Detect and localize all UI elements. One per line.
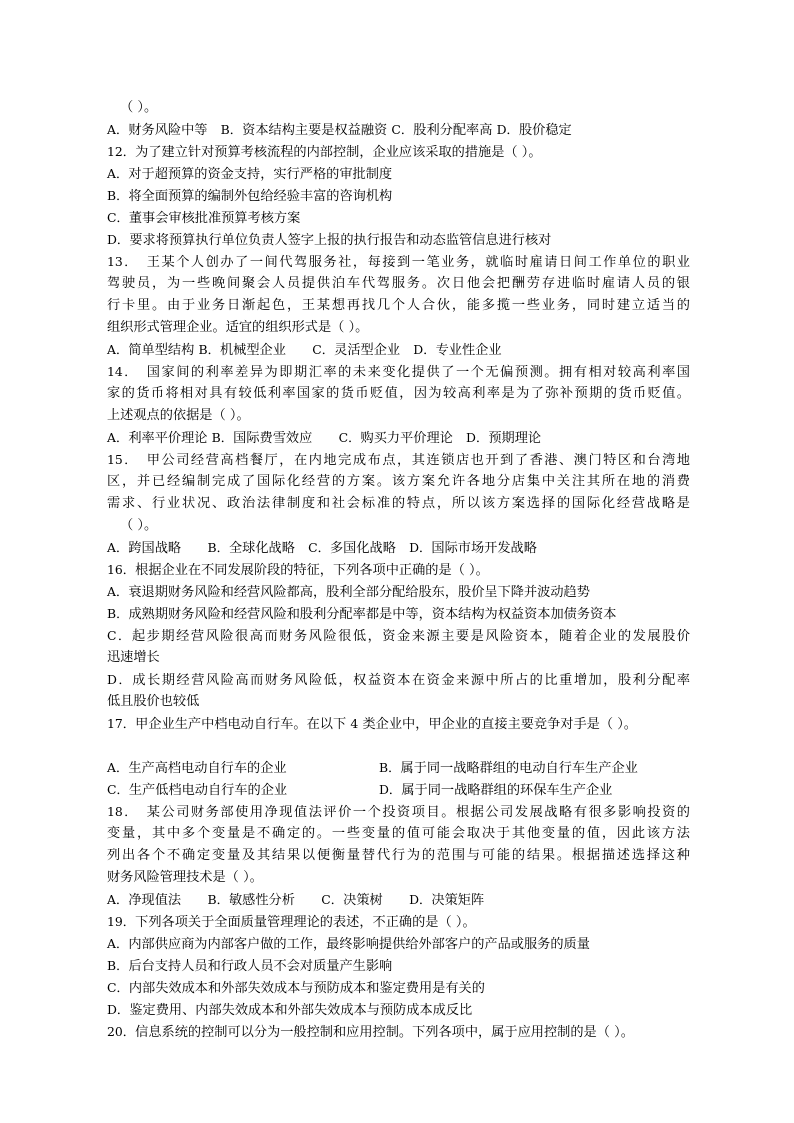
question-16-option-d-line-2: 低且股价也较低 (107, 694, 200, 709)
question-20-stem: 20．信息系统的控制可以分为一般控制和应用控制。下列各项中，属于应用控制的是（ ）。 (107, 1024, 634, 1040)
question-16-option-b: B．成熟期财务风险和经营风险和股利分配率都是中等，资本结构为权益资本加债务资本 (107, 606, 617, 622)
question-16-option-c-line-2: 迅速增长 (107, 650, 160, 665)
question-17-spacer (107, 735, 690, 757)
question-19-option-d: D．鉴定费用、内部失效成本和外部失效成本与预防成本成反比 (107, 1002, 473, 1018)
question-18-stem-line-1: 18． 某公司财务部使用净现值法评价一个投资项目。根据公司发展战略有很多影响投资的 (107, 804, 690, 820)
question-13-stem-line-1: 13． 王某个人创办了一间代驾服务社，每接到一笔业务，就临时雇请日间工作单位的职业 (107, 254, 690, 270)
question-15-stem-line-1: 15． 甲公司经营高档餐厅，在内地完成布点，其连锁店也开到了香港、澳门特区和台湾地 (107, 452, 690, 468)
question-11-stem-tail: （ ）。 (120, 100, 158, 115)
question-17-option-b: B．属于同一战略群组的电动自行车生产企业 (379, 760, 638, 776)
question-13-stem-line-2: 驾驶员，为一些晚间聚会人员提供泊车代驾服务。次日他会把酬劳存进临时雇请人员的银 (107, 276, 690, 291)
question-11-options: A．财务风险中等 B．资本结构主要是权益融资 C．股利分配率高 D．股价稳定 (107, 122, 572, 138)
question-15-stem-line-3: 需求、行业状况、政治法律制度和社会标准的特点，所以该方案选择的国际化经营战略是 (107, 496, 690, 511)
question-13-options: A．简单型结构 B．机械型企业 C．灵活型企业 D．专业性企业 (107, 342, 502, 358)
question-17-stem: 17．甲企业生产中档电动自行车。在以下 4 类企业中，甲企业的直接主要竞争对手是（ ）。 (107, 716, 637, 732)
question-17-option-a: A．生产高档电动自行车的企业 (107, 760, 287, 776)
question-12-stem: 12．为了建立针对预算考核流程的内部控制，企业应该采取的措施是（ ）。 (107, 144, 542, 160)
question-16-option-a: A．衰退期财务风险和经营风险都高，股利全部分配给股东，股价呈下降并波动趋势 (107, 584, 590, 600)
question-14-stem-line-1: 14． 国家间的利率差异为即期汇率的未来变化提供了一个无偏预测。拥有相对较高利率国 (107, 364, 690, 380)
question-12-option-d: D．要求将预算执行单位负责人签字上报的执行报告和动态监管信息进行核对 (107, 232, 552, 248)
question-12-option-c: C．董事会审核批准预算考核方案 (107, 210, 301, 226)
question-14-options: A．利率平价理论 B．国际费雪效应 C．购买力平价理论 D．预期理论 (107, 430, 542, 446)
question-14-stem-line-2: 家的货币将相对具有较低利率国家的货币贬值，因为较高利率是为了弥补预期的货币贬值。 (107, 386, 690, 401)
question-15-options: A．跨国战略 B．全球化战略 C．多国化战略 D．国际市场开发战略 (107, 540, 537, 556)
question-12-option-a: A．对于超预算的资金支持，实行严格的审批制度 (107, 166, 393, 182)
question-19-option-b: B．后台支持人员和行政人员不会对质量产生影响 (107, 958, 393, 974)
question-17-options-row-2 (107, 779, 690, 801)
question-19-option-a: A．内部供应商为内部客户做的工作，最终影响提供给外部客户的产品或服务的质量 (107, 936, 590, 952)
question-15-stem-line-2: 区，并已经编制完成了国际化经营的方案。该方案允许各地分店集中关注其所在地的消费 (107, 474, 690, 489)
question-18-options: A．净现值法 B．敏感性分析 C．决策树 D．决策矩阵 (107, 892, 485, 908)
question-list (107, 97, 690, 1043)
question-14-stem-line-3: 上述观点的依据是（ ）。 (107, 408, 250, 423)
question-16-option-d-line-1: D．成长期经营风险高而财务风险低，权益资本在资金来源中所占的比重增加，股利分配率 (107, 672, 691, 688)
question-12-option-b: B．将全面预算的编制外包给经验丰富的咨询机构 (107, 188, 393, 204)
question-19-stem: 19．下列各项关于全面质量管理理论的表述，不正确的是（ ）。 (107, 914, 476, 930)
question-18-stem-line-3: 列出各个不确定变量及其结果以便衡量替代行为的范围与可能的结果。根据描述选择这种 (107, 848, 690, 863)
question-19-option-c: C．内部失效成本和外部失效成本与预防成本和鉴定费用是有关的 (107, 980, 485, 996)
question-13-stem-line-4: 组织形式管理企业。适宜的组织形式是（ ）。 (107, 320, 369, 335)
question-18-stem-line-2: 变量，其中多个变量是不确定的。一些变量的值可能会取决于其他变量的值，因此该方法 (107, 826, 690, 841)
question-17-options-row-1 (107, 757, 690, 779)
question-16-stem: 16．根据企业在不同发展阶段的特征，下列各项中正确的是（ ）。 (107, 562, 489, 578)
question-15-stem-line-4: （ ）。 (120, 518, 158, 533)
question-17-option-c: C．生产低档电动自行车的企业 (107, 782, 288, 798)
question-18-stem-line-4: 财务风险管理技术是（ ）。 (107, 870, 263, 885)
question-13-stem-line-3: 行卡里。由于业务日渐起色，王某想再找几个人合伙，能多揽一些业务，同时建立适当的 (107, 298, 690, 313)
question-16-option-c-line-1: C．起步期经营风险很高而财务风险很低，资金来源主要是风险资本，随着企业的发展股价 (107, 628, 690, 644)
question-17-option-d: D．属于同一战略群组的环保车生产企业 (379, 782, 613, 798)
